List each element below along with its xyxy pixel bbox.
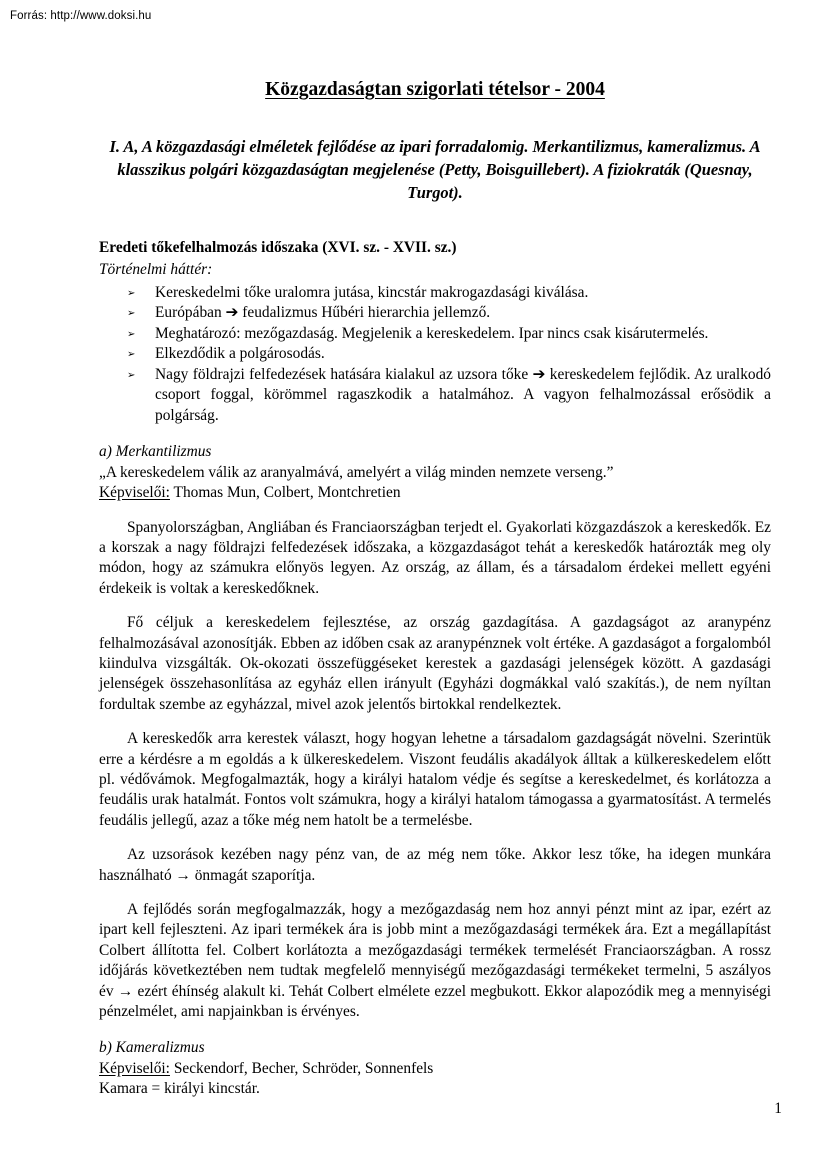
list-item-text: Elkezdődik a polgárosodás. xyxy=(155,345,325,363)
page-number: 1 xyxy=(774,1100,782,1117)
list-item xyxy=(99,365,771,427)
section-heading: Eredeti tőkefelhalmozás időszaka (XVI. sz. - XVII. sz.) xyxy=(99,239,457,256)
historical-background-list xyxy=(99,283,771,427)
kameralizmus-definition: Kamara = királyi kincstár. xyxy=(99,1080,260,1098)
section-lead-label: Történelmi háttér: xyxy=(99,261,213,279)
source-url-header: Forrás: http://www.doksi.hu xyxy=(10,10,152,22)
arrow-bullet-icon: ➢ xyxy=(127,328,136,340)
paragraph: A kereskedők arra kerestek választ, hogy hogyan lehetne a társadalom gazdagságát növelni. Szerintük erre a kérdésre a m egoldás a k ülkereskedelem. Viszont feudális akadályok álltak a külkereskedelem előtt pl. védővámok. Megfogalmazták, hogy a királyi hatalom védje és segítse a kereskedelmet, és korlátozza a feudális urak hatalmát. Fontos volt számukra, hogy a királyi hatalom támogassa a gyarmatosítást. A termelés feudális jellegű, azaz a tőke még nem hatolt be a termelésbe. xyxy=(99,730,771,829)
representatives-label: Képviselői: xyxy=(99,484,170,502)
kameralizmus-representatives xyxy=(99,1059,771,1079)
merkantilizmus-quote: „A kereskedelem válik az aranyalmává, amelyért a világ minden nemzete verseng.” xyxy=(99,463,614,481)
list-item xyxy=(99,324,771,345)
list-item xyxy=(99,303,771,324)
list-item-text: Európában ➔ feudalizmus Hűbéri hierarchia jellemző. xyxy=(155,304,491,322)
list-item-text: Kereskedelmi tőke uralomra jutása, kincstár makrogazdasági kiválása. xyxy=(155,283,589,301)
paragraph: A fejlődés során megfogalmazzák, hogy a mezőgazdaság nem hoz annyi pénzt mint az ipar, ezért az ipart kell fejleszteni. Az ipari termékek ára is jobb mint a mezőgazdasági termékek ára. Ezt a megállapítást Colbert állította fel. Colbert korlátozta a mezőgazdasági termékek termelését Franciaországban. A rossz időjárás következtében nem tudtak megfelelő mennyiségű mezőgazdasági termékeket termelni, 5 aszályos év → ezért éhínség alakult ki. Tehát Colbert elmélete ezzel megbukott. Ekkor alapozódik meg a mennyiségi pénzelmélet, ami napjainkban is érvényes. xyxy=(99,901,771,1021)
paragraph: Fő céljuk a kereskedelem fejlesztése, az ország gazdagítása. A gazdagságot az aranypénz felhalmozásával azonosítják. Ebben az időben csak az aranypénznek volt értéke. A gazdaságot a forgalomból kiindulva vizsgálták. Ok-okozati összefüggéseket kerestek a gazdasági jelenségek között. A gazdasági jelenségek összehasonlítása az egyház ellen irányult (Egyházi dogmákkal való szakítás.), de nem nyíltan fordultak szembe az egyházzal, mivel azok jelentős birtokkal rendelkeztek. xyxy=(99,614,771,713)
list-item xyxy=(99,344,771,365)
list-item-text: Nagy földrajzi felfedezések hatására kialakul az uzsora tőke ➔ kereskedelem fejlődik. Az uralkodó csoport foggal, körömmel ragaszkodik a hatalmához. A vagyon felhalmozással erősödik a polgárság. xyxy=(155,365,771,424)
paragraph: Az uzsorások kezében nagy pénz van, de az még nem tőke. Akkor lesz tőke, ha idegen munkára használható → önmagát szaporítja. xyxy=(99,846,771,884)
page-title-text: Közgazdaságtan szigorlati tételsor - 2004 xyxy=(265,79,605,100)
paragraph: Spanyolországban, Angliában és Franciaországban terjedt el. Gyakorlati közgazdászok a kereskedők. Ez a korszak a nagy földrajzi felfedezések időszaka, a közgazdaságot tehát a kereskedők határozták meg oly módon, hogy az számukra előnyös legyen. Az ország, az állam, és a társadalom érdekei mellett egyéni érdekeik is voltak a kereskedőknek. xyxy=(99,518,771,597)
list-item-text: Meghatározó: mezőgazdaság. Megjelenik a kereskedelem. Ipar nincs csak kisárutermelés. xyxy=(155,324,709,342)
document-subtitle: I. A, A közgazdasági elméletek fejlődése az ipari forradalomig. Merkantilizmus, kameralizmus. A klasszikus polgári közgazdaságtan megjelenése (Petty, Boisguillebert). A fiziokraták (Quesnay, Turgot). xyxy=(109,137,761,202)
merkantilizmus-representatives xyxy=(99,483,771,503)
arrow-bullet-icon: ➢ xyxy=(127,369,136,381)
list-item xyxy=(99,283,771,304)
page-title xyxy=(99,78,771,102)
document-content xyxy=(99,78,771,1100)
subsection-heading-kameralizmus: b) Kameralizmus xyxy=(99,1039,205,1057)
representatives-value: Seckendorf, Becher, Schröder, Sonnenfels xyxy=(169,1059,434,1077)
arrow-bullet-icon: ➢ xyxy=(127,308,136,320)
arrow-bullet-icon: ➢ xyxy=(127,349,136,361)
arrow-bullet-icon: ➢ xyxy=(127,287,136,299)
representatives-value: Thomas Mun, Colbert, Montchretien xyxy=(169,484,401,502)
representatives-label: Képviselői: xyxy=(99,1059,170,1077)
subsection-heading-merkantilizmus: a) Merkantilizmus xyxy=(99,443,212,461)
